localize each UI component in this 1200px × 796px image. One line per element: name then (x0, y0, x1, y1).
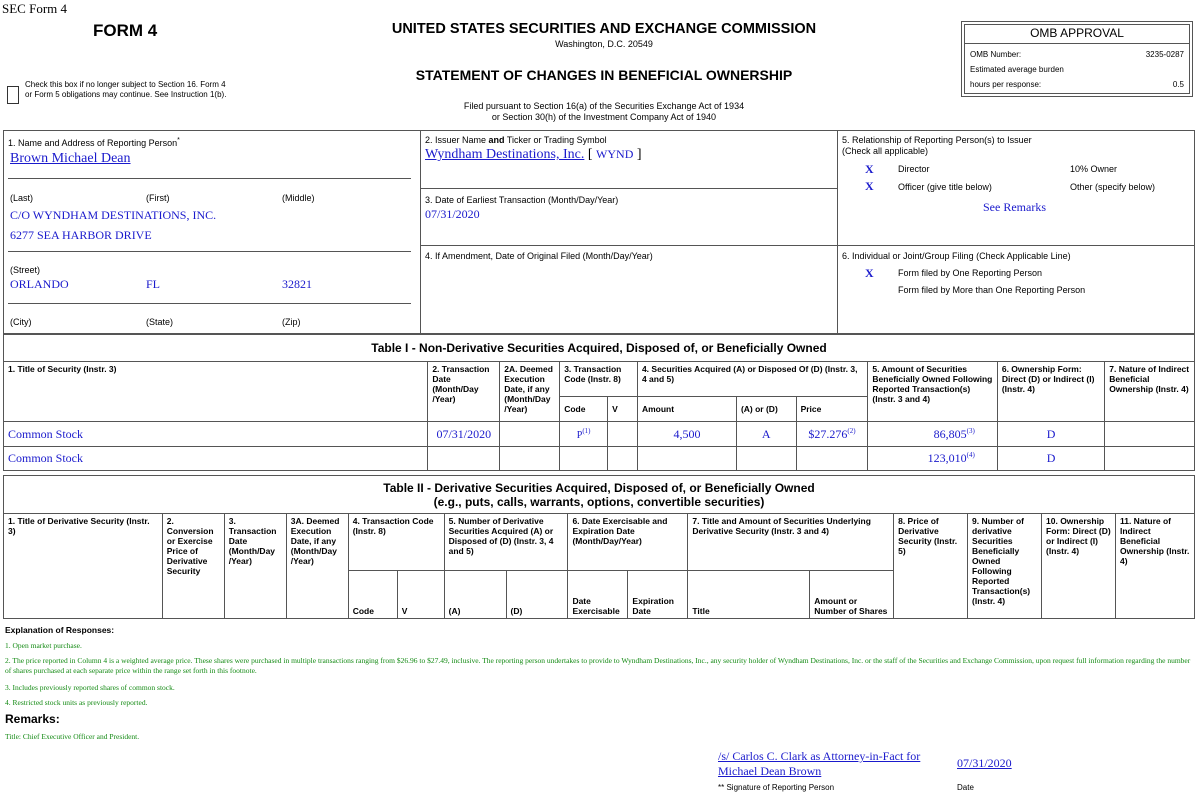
reporting-person-name-link[interactable]: Brown Michael Dean (10, 151, 131, 166)
city-label: (City) (10, 317, 32, 327)
table-row (4, 447, 1195, 471)
t1-row1-amount: 4,500 (637, 422, 736, 447)
last-label: (Last) (10, 193, 34, 203)
table2-title: Table II - Derivative Securities Acquired, Disposed of, or Beneficially Owned (e.g., puts, calls, warrants, options, convertible securities) (4, 476, 1195, 514)
address-line1: C/O WYNDHAM DESTINATIONS, INC. (10, 208, 217, 222)
t1-header-nature: 7. Nature of Indirect Beneficial Ownership (Instr. 4) (1105, 362, 1195, 422)
t1-row1-code: $P^{(1)}$ (560, 422, 608, 447)
t2-subheader-a: (A) (444, 571, 506, 619)
t1-header-deemed: 2A. Deemed Execution Date, if any (Month/Day /Year) (500, 362, 560, 422)
table1-non-derivative (3, 334, 1195, 471)
omb-approval-box (961, 21, 1193, 97)
explanation-heading: Explanation of Responses: (5, 625, 115, 635)
t1-row2-title: Common Stock (4, 447, 428, 471)
agency-city: Washington, D.C. 20549 (555, 39, 653, 49)
table-row (4, 422, 1195, 447)
t1-row1-title: Common Stock (4, 422, 428, 447)
t1-subheader-code: Code (560, 397, 608, 422)
t2-header-number: 5. Number of Derivative Securities Acquired (A) or Disposed of (D) (Instr. 3, 4 and 5) (444, 514, 568, 571)
signature-date: 07/31/2020 (957, 756, 1012, 770)
t2-header-underlying: 7. Title and Amount of Securities Underlying Derivative Security (Instr. 3 and 4) (688, 514, 894, 571)
form-title: FORM 4 (93, 21, 158, 40)
remarks-text: Title: Chief Executive Officer and President. (5, 732, 140, 741)
table1-title: Table I - Non-Derivative Securities Acquired, Disposed of, or Beneficially Owned (4, 335, 1195, 362)
filed-pursuant-line2: or Section 30(h) of the Investment Company Act of 1940 (491, 112, 717, 122)
omb-number-value: 3235-0287 (1145, 50, 1184, 59)
agency-name: UNITED STATES SECURITIES AND EXCHANGE COMMISSION (391, 21, 817, 37)
director-label: Director (898, 164, 930, 174)
omb-number-label: OMB Number: (970, 50, 1022, 59)
officer-label: Officer (give title below) (898, 182, 992, 192)
table2-derivative (3, 475, 1195, 619)
officer-check-mark: X (865, 179, 874, 193)
t1-subheader-amount: Amount (637, 397, 736, 422)
t2-subheader-amount: Amount or Number of Shares (810, 571, 894, 619)
zip-label: (Zip) (282, 317, 301, 327)
t2-subheader-expiration: Expiration Date (628, 571, 688, 619)
t1-subheader-price: Price (796, 397, 868, 422)
t1-row1-price: $27.276$^{(2)}$ (796, 422, 868, 447)
t1-header-amount-owned: 5. Amount of Securities Beneficially Owned Following Reported Transaction(s) (Instr. 3 and 4) (868, 362, 997, 422)
footnote-3: 3. Includes previously reported shares of common stock. (5, 683, 175, 692)
t1-header-code: 3. Transaction Code (Instr. 8) (560, 362, 638, 397)
zip-value: 32821 (282, 277, 312, 291)
t1-subheader-a-or-d: (A) or (D) (736, 397, 796, 422)
street-label: (Street) (10, 265, 41, 275)
multiple-persons-label: Form filed by More than One Reporting Person (898, 285, 1086, 295)
t1-row1-owned: 86,805$^{(3)}$ (868, 422, 997, 447)
t2-header-owned: 9. Number of derivative Securities Beneficially Owned Following Reported Transaction(s) (Instr. 4) (968, 514, 1042, 619)
t1-subheader-v: V (608, 397, 638, 422)
other-label: Other (specify below) (1070, 182, 1156, 192)
t1-header-acquired: 4. Securities Acquired (A) or Disposed Of (D) (Instr. 3, 4 and 5) (637, 362, 867, 397)
t1-row1-form: D (997, 422, 1104, 447)
ticker-symbol: WYND (596, 147, 634, 161)
date-label: Date (957, 783, 974, 792)
one-person-check-mark: X (865, 266, 874, 280)
state-label: (State) (146, 317, 174, 327)
box5-label2: (Check all applicable) (842, 146, 929, 156)
t1-row2-owned: 123,010$^{(4)}$ (868, 447, 997, 471)
box2-label: 2. Issuer Name and Ticker or Trading Symbol (425, 135, 607, 145)
issuer-name-link[interactable]: Wyndham Destinations, Inc. (425, 147, 585, 162)
t2-subheader-d: (D) (506, 571, 568, 619)
t2-subheader-code: Code (348, 571, 397, 619)
section16-checkbox[interactable] (7, 86, 19, 104)
signature-link[interactable]: /s/ Carlos C. Clark as Attorney-in-Fact for Michael Dean Brown (718, 749, 921, 778)
issuer-line: Wyndham Destinations, Inc. [ WYND ] (425, 147, 642, 162)
t1-row1-date: 07/31/2020 (428, 422, 500, 447)
footnote-1: 1. Open market purchase. (5, 641, 82, 650)
t2-header-title: 1. Title of Derivative Security (Instr. 3) (4, 514, 163, 619)
middle-label: (Middle) (282, 193, 315, 203)
footnote-2: 2. The price reported in Column 4 is a weighted average price. These shares were purchased in multiple transactions ranging from $26.96 to $27.49, inclusive. The reporting person undertakes to provide to Wyndham Destinations, Inc., any security holder of Wyndham Destinations, Inc. or the staff of the Securities and Exchange Commission, upon request full information regarding the number of shares purchased at each separate price within the range set forth in this footnote. (5, 656, 1191, 675)
t1-header-title: 1. Title of Security (Instr. 3) (4, 362, 428, 422)
t2-header-exercisable: 6. Date Exercisable and Expiration Date (Month/Day/Year) (568, 514, 688, 571)
filed-pursuant-line1: Filed pursuant to Section 16(a) of the Securities Exchange Act of 1934 (463, 101, 745, 111)
remarks-heading: Remarks: (5, 712, 60, 726)
box4-label: 4. If Amendment, Date of Original Filed (Month/Day/Year) (425, 251, 653, 261)
t2-header-form: 10. Ownership Form: Direct (D) or Indirect (I) (Instr. 4) (1042, 514, 1116, 619)
statement-title: STATEMENT OF CHANGES IN BENEFICIAL OWNERSHIP (415, 67, 793, 83)
footnote-4: 4. Restricted stock units as previously reported. (5, 698, 148, 707)
earliest-transaction-date: 07/31/2020 (425, 207, 480, 221)
director-check-mark: X (865, 162, 874, 176)
signature-label: ** Signature of Reporting Person (718, 783, 835, 792)
t2-header-deemed: 3A. Deemed Execution Date, if any (Month/Day /Year) (286, 514, 348, 619)
box5-label1: 5. Relationship of Reporting Person(s) to Issuer (842, 135, 1032, 145)
box6-label: 6. Individual or Joint/Group Filing (Check Applicable Line) (842, 251, 1071, 261)
box1-label: 1. Name and Address of Reporting Person* (8, 137, 180, 148)
omb-hours-value: 0.5 (1172, 80, 1184, 89)
omb-title: OMB APPROVAL (1030, 26, 1124, 40)
t1-header-ownership-form: 6. Ownership Form: Direct (D) or Indirect (I) (Instr. 4) (997, 362, 1104, 422)
city-value: ORLANDO (10, 277, 69, 291)
t2-header-price: 8. Price of Derivative Security (Instr. 5) (894, 514, 968, 619)
t2-header-conversion: 2. Conversion or Exercise Price of Derivative Security (162, 514, 224, 619)
omb-hours-label: hours per response: (970, 80, 1042, 89)
t2-subheader-v: V (397, 571, 444, 619)
t2-subheader-exercisable: Date Exercisable (568, 571, 628, 619)
t2-subheader-title: Title (688, 571, 810, 619)
t2-header-nature: 11. Nature of Indirect Beneficial Ownership (Instr. 4) (1115, 514, 1194, 619)
address-line2: 6277 SEA HARBOR DRIVE (10, 228, 152, 242)
t2-header-code: 4. Transaction Code (Instr. 8) (348, 514, 444, 571)
omb-burden-label: Estimated average burden (970, 65, 1064, 74)
ten-percent-owner-label: 10% Owner (1070, 164, 1118, 174)
t2-header-date: 3. Transaction Date (Month/Day /Year) (224, 514, 286, 619)
t1-row2-form: D (997, 447, 1104, 471)
first-label: (First) (146, 193, 170, 203)
one-person-label: Form filed by One Reporting Person (898, 268, 1043, 278)
see-remarks-text: See Remarks (983, 200, 1046, 214)
t1-header-date: 2. Transaction Date (Month/Day /Year) (428, 362, 500, 422)
t1-row1-a-or-d: A (736, 422, 796, 447)
state-value: FL (146, 277, 161, 291)
section16-checkbox-text: Check this box if no longer subject to Section 16. Form 4 or Form 5 obligations may continue. See Instruction 1(b). (25, 80, 227, 99)
box3-label: 3. Date of Earliest Transaction (Month/Day/Year) (425, 195, 619, 205)
sec-form-label: SEC Form 4 (2, 1, 68, 16)
